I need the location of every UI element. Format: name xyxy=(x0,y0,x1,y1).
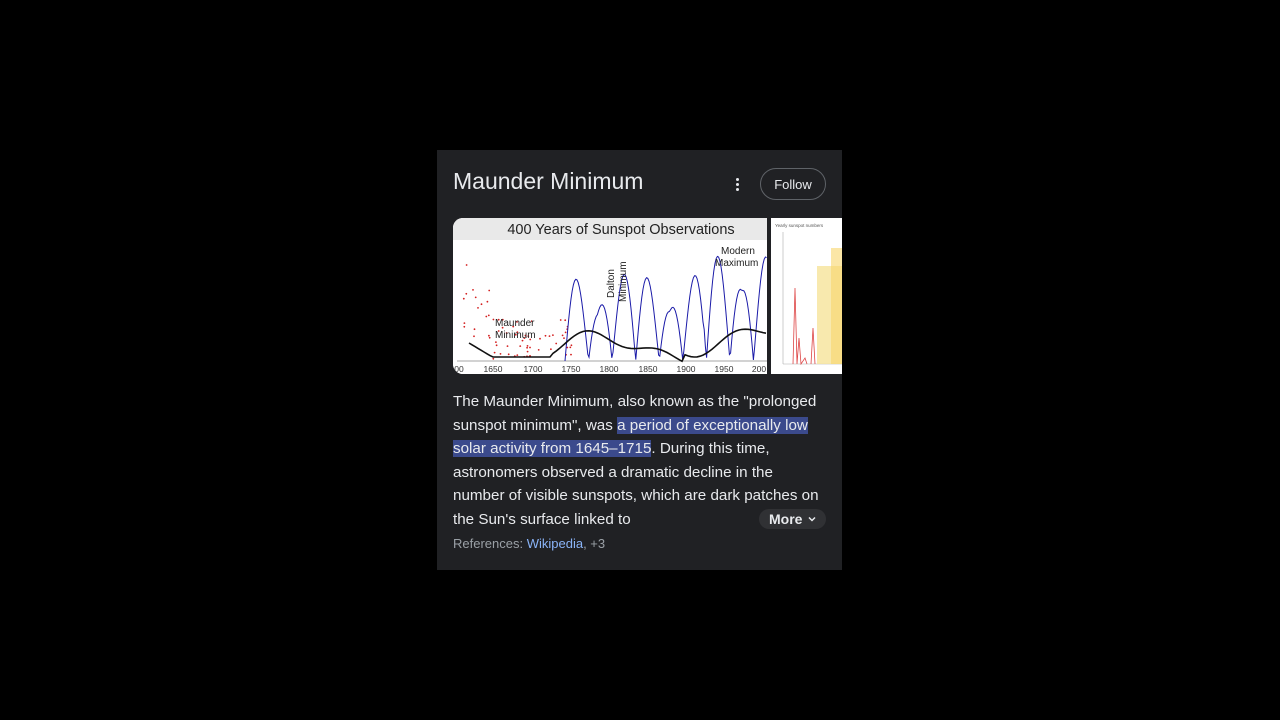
highlighted-text: a period of exceptionally low solar activity from 1645–1715 xyxy=(453,416,808,457)
red-data-point xyxy=(563,337,565,339)
red-data-point xyxy=(488,315,490,317)
red-data-point xyxy=(549,335,551,337)
red-data-point xyxy=(492,358,494,360)
red-data-point xyxy=(488,335,490,337)
red-data-point xyxy=(564,319,566,321)
red-data-point xyxy=(516,354,518,356)
x-tick-label: 1800 xyxy=(599,364,619,374)
sunspot-chart-image-2[interactable] xyxy=(771,218,842,374)
red-data-point xyxy=(496,344,498,346)
references-label: References: xyxy=(453,536,527,551)
red-data-point xyxy=(500,353,502,355)
red-data-point xyxy=(489,337,491,339)
red-data-point xyxy=(555,343,557,345)
snippet-text-2: . During this time, astronomers observed a dramatic decline in the number of visible sunspots, which are dark patches on the Sun's surface linked to xyxy=(453,440,819,528)
panel-title: Maunder Minimum xyxy=(453,168,644,194)
text-fade xyxy=(727,506,761,532)
red-data-point xyxy=(570,354,572,356)
red-data-point xyxy=(488,290,490,292)
references-extra[interactable]: , +3 xyxy=(583,536,606,551)
maunder-label-2: Minimum xyxy=(495,330,536,341)
red-data-point xyxy=(465,293,467,295)
red-data-point xyxy=(495,341,497,343)
x-tick-label: 1850 xyxy=(638,364,658,374)
more-button[interactable] xyxy=(759,509,826,529)
red-data-point xyxy=(529,347,531,349)
more-container xyxy=(759,508,826,530)
red-data-point xyxy=(508,353,510,355)
red-data-point xyxy=(463,298,465,300)
red-data-point xyxy=(519,345,521,347)
references-line xyxy=(453,536,605,551)
chart-title: 400 Years of Sunspot Observations xyxy=(507,222,735,238)
red-data-point xyxy=(545,335,547,337)
x-tick-label: 200 xyxy=(751,364,767,374)
x-tick-label: 00 xyxy=(454,364,464,374)
red-data-point xyxy=(481,303,483,305)
more-options-icon[interactable] xyxy=(725,172,749,196)
red-data-point xyxy=(487,301,489,303)
red-data-point xyxy=(477,307,479,309)
red-data-point xyxy=(475,297,477,299)
red-data-point xyxy=(539,338,541,340)
modern-label-2: Maximum xyxy=(715,258,759,269)
chevron-down-icon xyxy=(806,513,818,525)
maunder-label-1: Maunder xyxy=(495,318,535,329)
red-data-point xyxy=(526,347,528,349)
sunspot-chart-image[interactable] xyxy=(453,218,767,374)
more-label: More xyxy=(769,511,803,527)
red-data-point xyxy=(552,334,554,336)
red-data-point xyxy=(569,347,571,349)
sunspot-chart-svg xyxy=(453,218,767,374)
red-data-point xyxy=(463,326,465,328)
second-chart-svg xyxy=(771,218,842,374)
red-data-point xyxy=(527,345,529,347)
red-data-point xyxy=(571,344,573,346)
wikipedia-link[interactable]: Wikipedia xyxy=(526,536,584,551)
x-tick-label: 1700 xyxy=(523,364,543,374)
red-data-point xyxy=(538,349,540,351)
x-tick-label: 1650 xyxy=(483,364,503,374)
dalton-label-1: Dalton xyxy=(606,269,617,298)
red-data-point xyxy=(472,289,474,291)
red-data-point xyxy=(560,319,562,321)
red-data-point xyxy=(527,351,529,353)
x-tick-label: 1950 xyxy=(714,364,734,374)
modern-label-1: Modern xyxy=(721,246,755,257)
snippet-text-1: The Maunder Minimum, also known as the "prolonged sunspot minimum", was xyxy=(453,393,817,434)
red-data-point xyxy=(507,345,509,347)
dalton-label-2: Minimum xyxy=(618,261,629,302)
red-data-point xyxy=(562,335,564,337)
red-data-point xyxy=(550,348,552,350)
red-data-point xyxy=(494,352,496,354)
x-tick-label: 1900 xyxy=(676,364,696,374)
red-data-point xyxy=(474,328,476,330)
red-data-point xyxy=(466,264,468,266)
red-data-point xyxy=(565,332,567,334)
follow-button[interactable]: Follow xyxy=(760,168,826,200)
x-tick-label: 1750 xyxy=(561,364,581,374)
second-chart-caption: Yearly sunspot numbers xyxy=(775,223,824,228)
red-data-point xyxy=(464,322,466,324)
knowledge-panel-card xyxy=(437,150,842,570)
red-data-point xyxy=(473,335,475,337)
red-data-point xyxy=(485,316,487,318)
